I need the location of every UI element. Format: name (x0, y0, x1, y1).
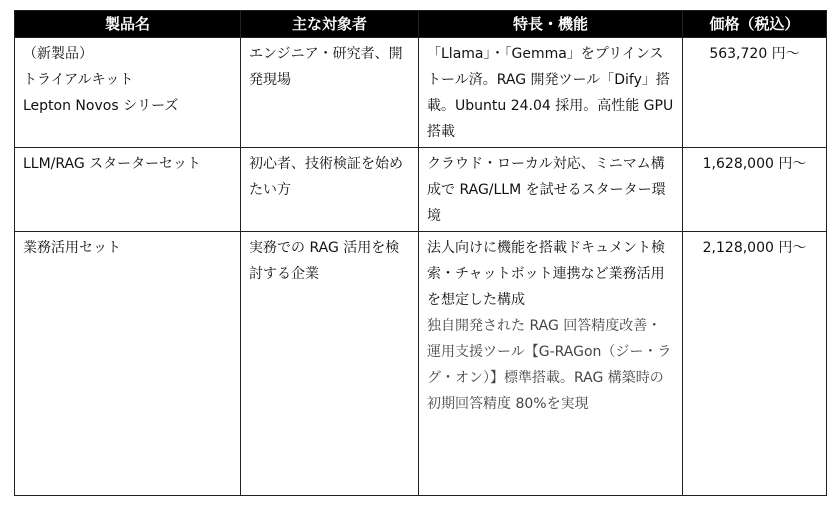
features-text: 「Llama」・「Gemma」をプリインストール済。RAG 開発ツール「Dify」搭載。Ubuntu 24.04 採用。高性能 GPU 搭載 (427, 46, 674, 140)
header-price: 価格（税込） (683, 11, 827, 38)
table-row (15, 148, 827, 232)
price-cell (683, 148, 827, 232)
target-cell (241, 148, 419, 232)
target-text: エンジニア・研究者、開発現場 (249, 46, 403, 88)
header-features: 特長・機能 (419, 11, 683, 38)
features-cell (419, 148, 683, 232)
header-target: 主な対象者 (241, 11, 419, 38)
target-cell (241, 232, 419, 496)
table-row (15, 232, 827, 496)
target-text: 実務での RAG 活用を検討する企業 (249, 240, 400, 282)
product-name-line: トライアルキット (23, 72, 134, 88)
price-text: 2,128,000 円～ (702, 240, 807, 256)
product-table (14, 10, 827, 496)
target-text: 初心者、技術検証を始めたい方 (249, 156, 403, 198)
features-cell (419, 232, 683, 496)
features-text: クラウド・ローカル対応、ミニマム構成で RAG/LLM を試せるスターター環境 (427, 156, 666, 224)
product-name-line: LLM/RAG スターターセット (23, 156, 201, 172)
product-name-line: 業務活用セット (23, 240, 121, 256)
header-product-name: 製品名 (15, 11, 241, 38)
product-name-line: Lepton Novos シリーズ (23, 98, 179, 114)
features-extra-text: 独自開発された RAG 回答精度改善・運用支援ツール【G-RAGon（ジー・ラグ・オン）】標準搭載。RAG 構築時の初期回答精度 80%を実現 (427, 318, 672, 412)
product-name-line: （新製品） (23, 46, 93, 62)
features-text: 法人向けに機能を搭載ドキュメント検索・チャットボット連携など業務活用を想定した構成 (427, 240, 665, 308)
price-cell (683, 232, 827, 496)
price-text: 1,628,000 円～ (702, 156, 807, 172)
product-name-cell (15, 232, 241, 496)
product-name-cell (15, 148, 241, 232)
product-name-cell (15, 38, 241, 148)
header-row (15, 11, 827, 38)
price-cell (683, 38, 827, 148)
price-text: 563,720 円～ (709, 46, 800, 62)
table-row (15, 38, 827, 148)
target-cell (241, 38, 419, 148)
features-cell (419, 38, 683, 148)
